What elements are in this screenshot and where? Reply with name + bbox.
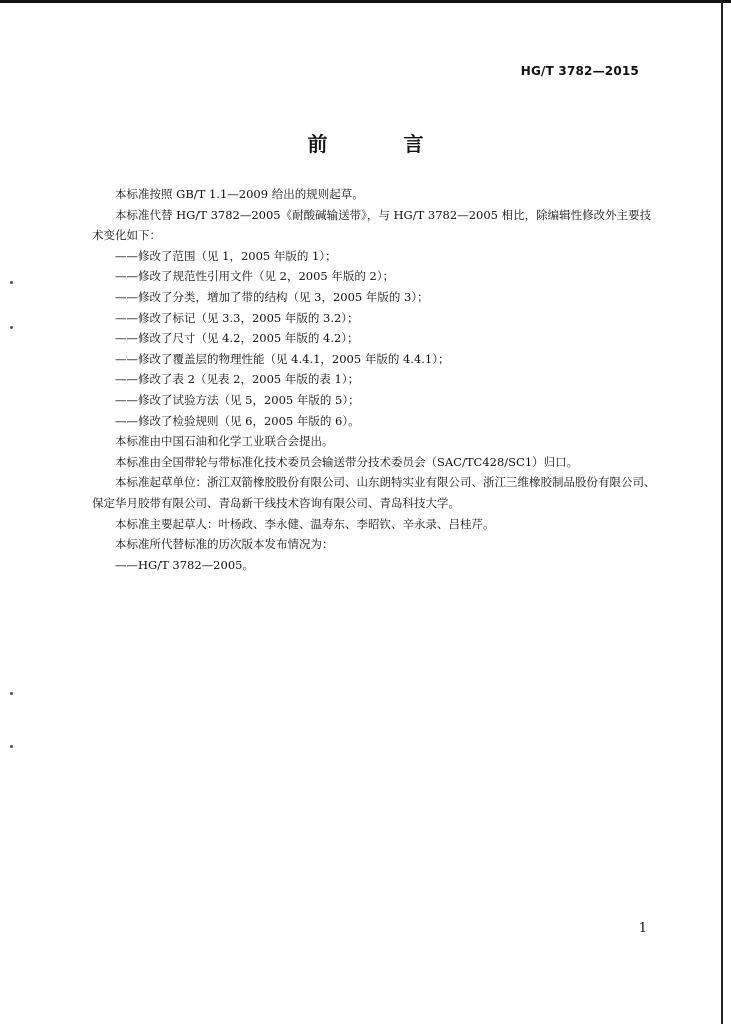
scan-mark [10,326,13,329]
paragraph-history: 本标准所代替标准的历次版本发布情况为： [115,537,334,552]
paragraph-committee: 本标准由全国带轮与带标准化技术委员会输送带分技术委员会（SAC/TC428/SC1）归口。 [115,454,579,469]
standard-code-header: HG/T 3782—2015 [520,64,639,78]
scan-mark [10,281,13,284]
paragraph-drafters: 本标准主要起草人：叶杨政、李永健、温寿东、李昭钦、辛永录、吕桂芹。 [115,516,495,531]
change-item: ——修改了规范性引用文件（见 2，2005 年版的 2）； [115,269,395,284]
change-item: ——修改了范围（见 1，2005 年版的 1）； [115,248,337,263]
change-item: ——修改了标记（见 3.3，2005 年版的 3.2）； [115,310,359,325]
top-border-line [0,0,731,3]
change-item: ——修改了检验规则（见 6，2005 年版的 6）。 [115,413,360,428]
change-item: ——修改了尺寸（见 4.2，2005 年版的 4.2）； [115,331,359,346]
scan-mark [10,692,13,695]
paragraph-drafting-rules: 本标准按照 GB/T 1.1—2009 给出的规则起草。 [115,187,364,201]
scan-mark [10,745,13,748]
change-item: ——修改了试验方法（见 5，2005 年版的 5）； [115,392,360,407]
page-title: 前 言 [307,132,452,156]
paragraph-drafting-units: 本标准起草单位：浙江双箭橡胶股份有限公司、山东朗特实业有限公司、浙江三维橡胶制品股份有限公司、保定华月胶带有限公司、青岛新干线技术咨询有限公司、青岛科技大学。 [92,475,656,510]
change-item: ——修改了分类，增加了带的结构（见 3，2005 年版的 3）； [115,289,429,304]
paragraph-replacement: 本标准代替 HG/T 3782—2005《耐酸碱输送带》，与 HG/T 3782—2005 相比，除编辑性修改外主要技术变化如下： [92,207,652,243]
change-item: ——修改了覆盖层的物理性能（见 4.4.1，2005 年版的 4.4.1）； [115,351,450,366]
paragraph-proposer: 本标准由中国石油和化学工业联合会提出。 [115,434,334,449]
page-number: 1 [638,921,647,936]
change-item: ——修改了表 2（见表 2，2005 年版的表 1）； [115,372,360,387]
foreword-body [92,184,656,575]
history-item: ——HG/T 3782—2005。 [115,557,254,572]
